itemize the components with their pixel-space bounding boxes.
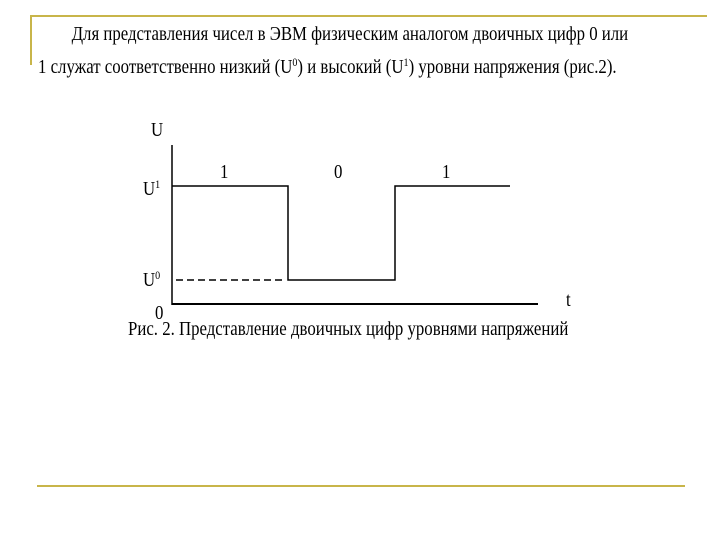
x-axis-label: t <box>566 289 571 311</box>
low-level-label <box>143 265 160 290</box>
y-axis-label: U <box>151 119 164 141</box>
paragraph-line-1: Для представления чисел в ЭВМ физическим аналогом двоичных цифр 0 или <box>71 23 629 45</box>
low-level-superscript: 0 <box>155 268 161 282</box>
high-level-label <box>143 174 160 199</box>
paragraph-text: ) и высокий (U <box>297 56 404 78</box>
figure-caption: Рис. 2. Представление двоичных цифр уровнями напряжений <box>128 318 569 340</box>
paragraph-text: ) уровни напряжения (рис.2). <box>408 56 617 78</box>
high-level-superscript: 1 <box>155 177 161 191</box>
bit-label-2: 0 <box>334 161 343 183</box>
superscript-1: 1 <box>403 55 409 69</box>
superscript-0: 0 <box>292 55 298 69</box>
signal-waveform <box>172 186 510 280</box>
origin-label: 0 <box>155 302 164 324</box>
paragraph-text: 1 служат соответственно низкий (U <box>38 56 293 78</box>
high-level-letter: U <box>143 178 156 200</box>
low-level-letter: U <box>143 269 156 291</box>
bit-label-1: 1 <box>220 161 229 183</box>
bit-label-3: 1 <box>442 161 451 183</box>
